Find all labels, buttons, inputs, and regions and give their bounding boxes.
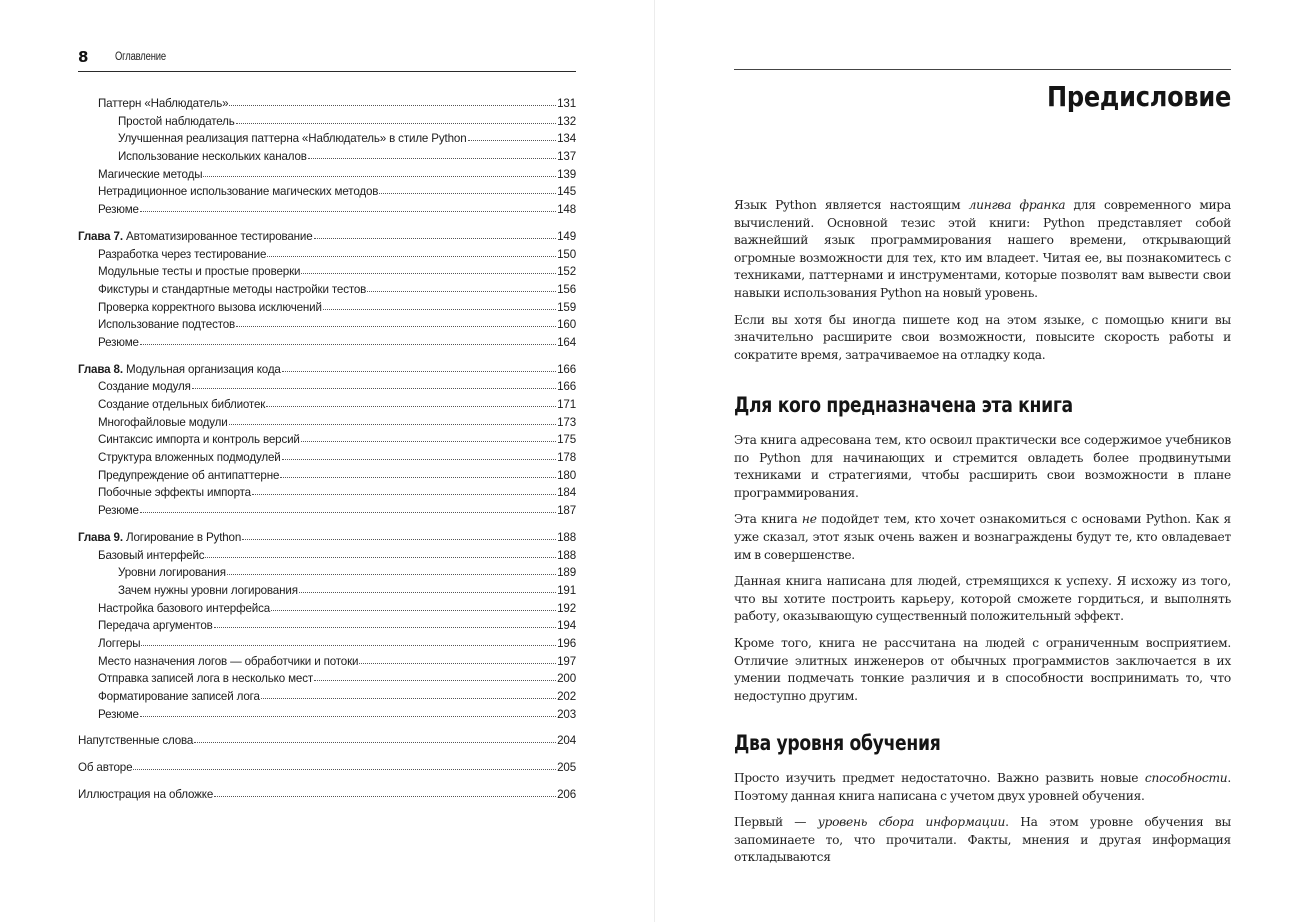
toc-entry-text: Предупреждение об антипаттерне <box>98 468 280 482</box>
toc-entry-title <box>78 761 132 774</box>
toc-entry-title <box>98 637 140 650</box>
dot-leader <box>214 627 556 628</box>
toc-entry[interactable] <box>78 318 576 336</box>
dot-leader <box>359 663 556 664</box>
toc-entry-title <box>98 690 260 703</box>
toc-entry[interactable] <box>78 708 576 726</box>
toc-entry-text: Магические методы <box>98 167 203 181</box>
toc-entry-text: Настройка базового интерфейса <box>98 601 271 615</box>
toc-entry-title <box>118 566 226 579</box>
section-title-two-levels: Два уровня обучения <box>734 731 941 755</box>
chapter-number: Глава 7. <box>78 229 123 243</box>
toc-page-number: 189 <box>557 566 576 580</box>
toc-entry-text: Проверка корректного вызова исключений <box>98 300 322 314</box>
dot-leader <box>203 176 556 177</box>
toc-page-number: 200 <box>557 672 576 686</box>
toc-page-number: 194 <box>557 619 576 633</box>
toc-group <box>78 230 576 354</box>
toc-entry-title <box>78 230 313 243</box>
dot-leader <box>314 680 556 681</box>
toc-entry[interactable] <box>78 150 576 168</box>
paragraph <box>734 197 1231 303</box>
toc-entry-title <box>98 97 228 110</box>
dot-leader <box>299 592 556 593</box>
toc-group <box>78 734 576 752</box>
toc-page-number: 205 <box>557 761 576 775</box>
toc-entry-title <box>118 150 307 163</box>
paragraph <box>734 432 1231 502</box>
table-of-contents <box>78 97 576 814</box>
dot-leader <box>236 123 556 124</box>
toc-page-number: 148 <box>557 203 576 217</box>
toc-entry[interactable] <box>78 531 576 549</box>
toc-entry-text: Фикстуры и стандартные методы настройки тестов <box>98 282 367 296</box>
toc-entry-text: Иллюстрация на обложке <box>78 787 214 801</box>
toc-page-number: 206 <box>557 787 576 801</box>
toc-page-number: 166 <box>557 362 576 376</box>
dot-leader <box>140 211 556 212</box>
dot-leader <box>301 441 556 442</box>
toc-entry[interactable] <box>78 451 576 469</box>
right-page-preface <box>734 0 1231 922</box>
toc-entry-title <box>98 602 270 615</box>
toc-entry[interactable] <box>78 185 576 203</box>
toc-page-number: 145 <box>557 185 576 199</box>
toc-group <box>78 531 576 726</box>
dot-leader <box>227 574 556 575</box>
text-run: Если вы хотя бы иногда пишете код на этом языке, с помощью книги вы значительно расширите свои возможности, повысите скорость работы и сократите время, затрачиваемое на отладку кода. <box>734 312 1231 362</box>
toc-entry[interactable] <box>78 380 576 398</box>
dot-leader <box>266 406 556 407</box>
toc-group <box>78 363 576 522</box>
toc-entry[interactable] <box>78 248 576 266</box>
dot-leader <box>271 610 556 611</box>
toc-entry-title <box>98 318 235 331</box>
text-run: Кроме того, книга не рассчитана на людей с ограниченным восприятием. Отличие элитных инженеров от обычных программистов заключается в их умении подмечать тонкие различия и в способности воспринимать то, что недоступно другим. <box>734 635 1231 703</box>
toc-entry[interactable] <box>78 132 576 150</box>
dot-leader <box>261 698 556 699</box>
dot-leader <box>314 238 557 239</box>
dot-leader <box>280 477 556 478</box>
text-run: Просто изучить предмет недостаточно. Важно развить новые <box>734 771 1145 785</box>
toc-entry-title <box>98 283 366 296</box>
toc-page-number: 192 <box>557 601 576 615</box>
toc-entry[interactable] <box>78 168 576 186</box>
toc-page-number: 159 <box>557 300 576 314</box>
text-run: Эта книга адресована тем, кто освоил практически все содержимое учебников по Python для начинающих и стремится овладеть более продвинутыми техниками и стратегиями, чтобы расширить свои возможности в плане программирования. <box>734 433 1231 500</box>
toc-entry-text: Резюме <box>98 203 139 217</box>
toc-entry[interactable] <box>78 486 576 504</box>
toc-entry-title <box>98 301 322 314</box>
toc-entry-title <box>78 531 241 544</box>
dot-leader <box>229 105 556 106</box>
toc-entry-title <box>98 398 265 411</box>
toc-entry[interactable] <box>78 265 576 283</box>
dot-leader <box>141 645 556 646</box>
toc-entry-title <box>98 451 281 464</box>
toc-entry-text: Модульная организация кода <box>126 362 281 376</box>
toc-entry[interactable] <box>78 655 576 673</box>
toc-entry-title <box>98 708 139 721</box>
toc-page-number: 175 <box>557 433 576 447</box>
dot-leader <box>214 796 556 797</box>
dot-leader <box>282 459 557 460</box>
toc-page-number: 132 <box>557 114 576 128</box>
toc-entry[interactable] <box>78 504 576 522</box>
dot-leader <box>367 291 556 292</box>
toc-entry-title <box>98 248 266 261</box>
toc-entry-title <box>98 416 228 429</box>
toc-entry-title <box>98 655 358 668</box>
toc-entry[interactable] <box>78 637 576 655</box>
running-head <box>78 47 576 72</box>
running-title: Оглавление <box>115 51 166 63</box>
section-title-audience: Для кого предназначена эта книга <box>734 393 1073 417</box>
emphasis-text: лингва франка <box>968 198 1066 212</box>
dot-leader <box>242 539 556 540</box>
toc-entry-title <box>98 433 300 446</box>
toc-entry-text: Напутственные слова <box>78 734 194 748</box>
toc-entry[interactable] <box>78 788 576 806</box>
toc-entry[interactable] <box>78 97 576 115</box>
toc-entry-title <box>118 115 235 128</box>
toc-entry-title <box>98 203 139 216</box>
toc-group <box>78 788 576 806</box>
toc-entry-text: Форматирование записей лога <box>98 690 260 703</box>
toc-entry[interactable] <box>78 690 576 708</box>
toc-page-number: 196 <box>557 636 576 650</box>
toc-group <box>78 761 576 779</box>
toc-entry-text: Использование подтестов <box>98 318 236 332</box>
toc-entry-text: Логгеры <box>98 636 141 650</box>
dot-leader <box>468 140 557 141</box>
dot-leader <box>140 512 556 513</box>
toc-page-number: 134 <box>557 132 576 146</box>
toc-page-number: 180 <box>557 468 576 482</box>
toc-entry-title <box>98 504 139 517</box>
toc-entry-title <box>98 380 191 393</box>
toc-entry[interactable] <box>78 549 576 567</box>
left-page-toc <box>78 0 576 922</box>
toc-entry[interactable] <box>78 584 576 602</box>
dot-leader <box>267 256 556 257</box>
toc-page-number: 152 <box>557 265 576 279</box>
section-body-two-levels <box>734 770 1231 876</box>
toc-entry[interactable] <box>78 301 576 319</box>
page-number: 8 <box>78 48 89 66</box>
toc-entry-title <box>118 584 298 597</box>
dot-leader <box>140 716 556 717</box>
toc-entry[interactable] <box>78 363 576 381</box>
paragraph <box>734 635 1231 705</box>
toc-page-number: 164 <box>557 335 576 349</box>
toc-page-number: 197 <box>557 654 576 668</box>
toc-entry-text: Нетрадиционное использование магических методов <box>98 185 379 199</box>
toc-entry-title <box>98 549 204 562</box>
chapter-title: Предисловие <box>1046 80 1231 113</box>
dot-leader <box>140 344 556 345</box>
text-run: . На этом уровне обучения вы запоминаете то, что прочитали. Факты, мнения и другая информация откладываются <box>734 815 1231 865</box>
dot-leader <box>282 371 556 372</box>
toc-page-number: 131 <box>557 97 576 110</box>
toc-page-number: 173 <box>557 415 576 429</box>
toc-page-number: 178 <box>557 451 576 465</box>
dot-leader <box>229 424 556 425</box>
dot-leader <box>192 388 556 389</box>
toc-entry-title <box>98 672 313 685</box>
paragraph <box>734 770 1231 805</box>
toc-entry-text: Место назначения логов — обработчики и потоки <box>98 654 359 668</box>
toc-page-number: 166 <box>557 380 576 394</box>
paragraph <box>734 312 1231 365</box>
toc-entry-title <box>98 336 139 349</box>
toc-entry-title <box>98 185 378 198</box>
toc-page-number: 191 <box>557 583 576 597</box>
toc-entry[interactable] <box>78 619 576 637</box>
toc-entry[interactable] <box>78 283 576 301</box>
toc-entry-title <box>118 132 467 145</box>
toc-entry-text: Автоматизированное тестирование <box>126 229 313 243</box>
text-run: для современного мира вычислений. Основной тезис этой книги: Python представляет собой важнейший язык программирования нашего времени, открывающий огромные возможности для тех, кто им владеет. Читая ее, вы познакомитесь с техниками, паттернами и инструментами, которые позволят вам вывести свои навыки использования Python на новый уровень. <box>734 198 1231 300</box>
toc-page-number: 139 <box>557 167 576 181</box>
text-run: Первый — <box>734 815 818 830</box>
text-run: Эта книга <box>734 512 802 527</box>
dot-leader <box>194 742 556 743</box>
toc-entry-text: Базовый интерфейс <box>98 548 205 562</box>
toc-entry-text: Модульные тесты и простые проверки <box>98 265 301 279</box>
toc-page-number: 203 <box>557 707 576 721</box>
toc-entry-text: Об авторе <box>78 761 133 775</box>
toc-entry-text: Улучшенная реализация паттерна «Наблюдатель» в стиле Python <box>118 132 467 146</box>
toc-page-number: 187 <box>557 504 576 518</box>
toc-entry-title <box>98 469 279 482</box>
toc-entry-text: Многофайловые модули <box>98 415 228 429</box>
toc-entry-text: Синтаксис импорта и контроль версий <box>98 433 300 447</box>
text-run: Данная книга написана для людей, стремящихся к успеху. Я исхожу из того, что вы хотите построить карьеру, которой сможете гордиться, и выполнять работу, оказывающую существенный положительный эффект. <box>734 574 1231 624</box>
toc-page-number: 160 <box>557 318 576 332</box>
toc-entry[interactable] <box>78 566 576 584</box>
intro-text <box>734 197 1231 373</box>
emphasis-text: не <box>801 512 817 527</box>
toc-entry-text: Структура вложенных подмодулей <box>98 451 281 465</box>
paragraph <box>734 814 1231 867</box>
dot-leader <box>252 494 556 495</box>
toc-entry-text: Резюме <box>98 707 139 721</box>
toc-page-number: 202 <box>557 690 576 703</box>
chapter-number: Глава 8. <box>78 362 123 376</box>
toc-page-number: 156 <box>557 282 576 296</box>
toc-page-number: 171 <box>557 398 576 411</box>
toc-entry[interactable] <box>78 336 576 354</box>
toc-entry[interactable] <box>78 469 576 487</box>
toc-entry-title <box>98 168 202 181</box>
emphasis-text: способности <box>1144 771 1228 785</box>
toc-page-number: 188 <box>557 530 576 544</box>
toc-entry[interactable] <box>78 602 576 620</box>
toc-entry[interactable] <box>78 734 576 752</box>
toc-entry-title <box>98 265 300 278</box>
toc-entry[interactable] <box>78 115 576 133</box>
toc-entry-text: Уровни логирования <box>118 566 226 580</box>
toc-page-number: 188 <box>557 548 576 562</box>
toc-entry-text: Разработка через тестирование <box>98 247 267 261</box>
toc-entry[interactable] <box>78 230 576 248</box>
chapter-number: Глава 9. <box>78 530 123 544</box>
toc-page-number: 184 <box>557 486 576 500</box>
toc-entry-text: Отправка записей лога в несколько мест <box>98 672 314 686</box>
toc-entry-title <box>98 486 251 499</box>
dot-leader <box>301 273 556 274</box>
chapter-rule <box>734 69 1231 70</box>
toc-entry-title <box>78 363 281 376</box>
dot-leader <box>133 769 556 770</box>
toc-entry-text: Логирование в Python <box>126 530 242 544</box>
toc-entry-text: Резюме <box>98 335 139 349</box>
toc-entry[interactable] <box>78 761 576 779</box>
toc-entry-text: Передача аргументов <box>98 619 213 633</box>
paragraph <box>734 511 1231 564</box>
toc-page-number: 150 <box>557 247 576 261</box>
toc-entry-text: Побочные эффекты импорта <box>98 486 251 500</box>
toc-entry-text: Паттерн «Наблюдатель» <box>98 97 229 110</box>
text-run: Язык Python является настоящим <box>734 198 969 212</box>
section-body-audience <box>734 432 1231 714</box>
toc-page-number: 204 <box>557 734 576 748</box>
text-run: подойдет тем, кто хочет ознакомиться с основами Python. Как я уже сказал, этот язык очень важен и вознаграждены будут те, кто овладевает им в совершенстве. <box>734 512 1231 562</box>
toc-entry-title <box>78 734 193 747</box>
toc-group <box>78 97 576 221</box>
toc-entry[interactable] <box>78 433 576 451</box>
toc-entry-text: Резюме <box>98 504 139 518</box>
page-gutter-divider <box>654 0 655 922</box>
toc-entry[interactable] <box>78 416 576 434</box>
toc-entry-text: Создание модуля <box>98 380 191 394</box>
dot-leader <box>323 309 556 310</box>
text-run: . Поэтому данная книга написана с учетом двух уровней обучения. <box>734 771 1231 803</box>
toc-entry-text: Создание отдельных библиотек <box>98 398 266 411</box>
toc-entry-title <box>78 788 213 801</box>
dot-leader <box>308 158 556 159</box>
toc-page-number: 149 <box>557 229 576 243</box>
toc-entry-text: Использование нескольких каналов <box>118 150 307 164</box>
toc-entry-text: Зачем нужны уровни логирования <box>118 583 298 597</box>
emphasis-text: уровень сбора информации <box>817 815 1006 830</box>
toc-entry-title <box>98 619 213 632</box>
toc-entry[interactable] <box>78 672 576 690</box>
dot-leader <box>379 193 556 194</box>
toc-entry-text: Простой наблюдатель <box>118 114 235 128</box>
toc-entry[interactable] <box>78 203 576 221</box>
dot-leader <box>205 557 556 558</box>
toc-page-number: 137 <box>557 150 576 164</box>
dot-leader <box>236 326 556 327</box>
toc-entry[interactable] <box>78 398 576 416</box>
paragraph <box>734 573 1231 626</box>
